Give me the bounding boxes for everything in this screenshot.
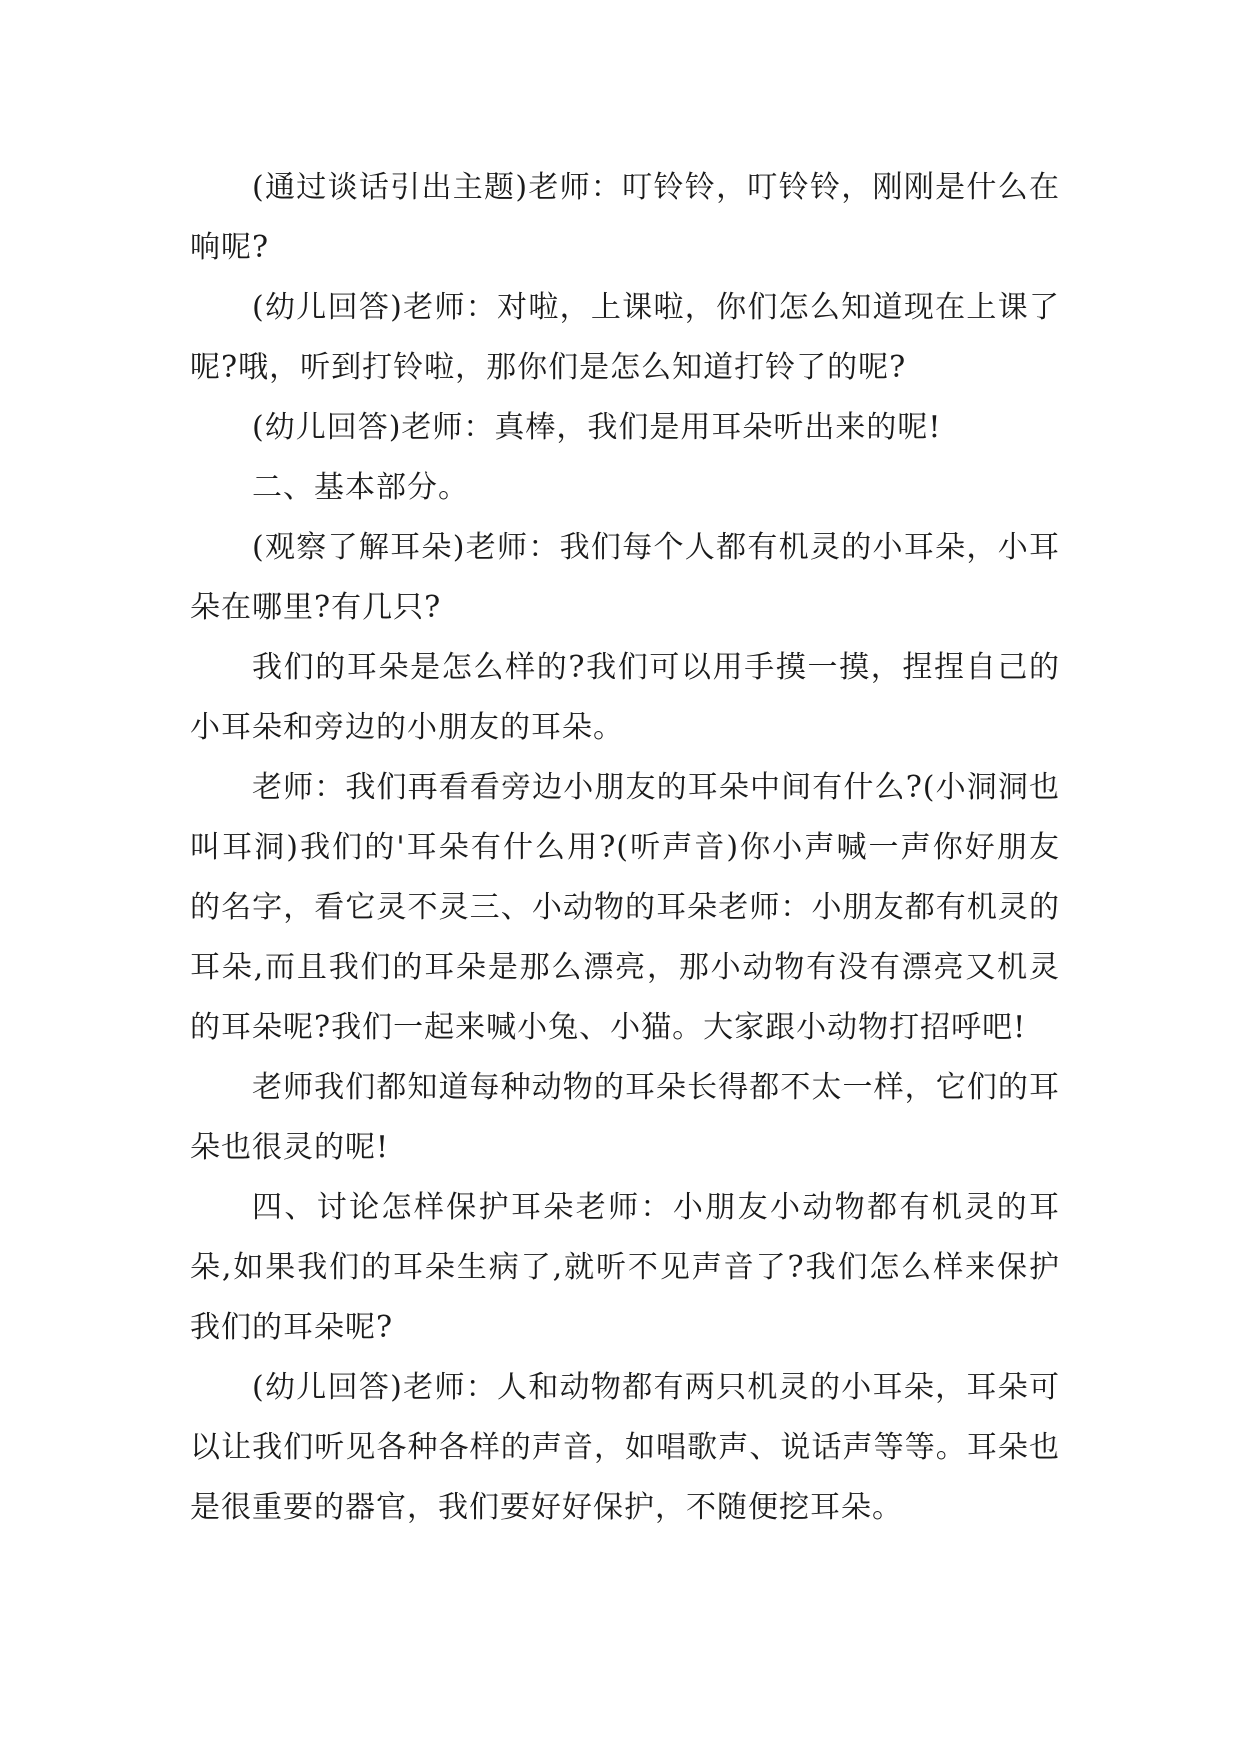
paragraph-3: (幼儿回答)老师：真棒，我们是用耳朵听出来的呢!	[252, 410, 942, 445]
paragraph-8: 老师我们都知道每种动物的耳朵长得都不太一样，它们的耳朵也很灵的呢!	[190, 1070, 1060, 1165]
paragraph-9: 四、讨论怎样保护耳朵老师：小朋友小动物都有机灵的耳朵,如果我们的耳朵生病了,就听不见声音了?我们怎么样来保护我们的耳朵呢?	[190, 1190, 1060, 1345]
paragraph-1: (通过谈话引出主题)老师：叮铃铃，叮铃铃，刚刚是什么在响呢?	[190, 170, 1060, 265]
paragraph-10: (幼儿回答)老师：人和动物都有两只机灵的小耳朵，耳朵可以让我们听见各种各样的声音，如唱歌声、说话声等等。耳朵也是很重要的器官，我们要好好保护，不随便挖耳朵。	[190, 1370, 1060, 1525]
section-heading-basic: 二、基本部分。	[252, 470, 469, 505]
paragraph-6: 我们的耳朵是怎么样的?我们可以用手摸一摸，捏捏自己的小耳朵和旁边的小朋友的耳朵。	[190, 650, 1060, 745]
paragraph-5: (观察了解耳朵)老师：我们每个人都有机灵的小耳朵，小耳朵在哪里?有几只?	[190, 530, 1060, 625]
paragraph-2: (幼儿回答)老师：对啦，上课啦，你们怎么知道现在上课了呢?哦，听到打铃啦，那你们是怎么知道打铃了的呢?	[190, 290, 1060, 385]
document-body	[190, 158, 1060, 1538]
paragraph-7: 老师：我们再看看旁边小朋友的耳朵中间有什么?(小洞洞也叫耳洞)我们的'耳朵有什么用?(听声音)你小声喊一声你好朋友的名字，看它灵不灵三、小动物的耳朵老师：小朋友都有机灵的耳朵,而且我们的耳朵是那么漂亮，那小动物有没有漂亮又机灵的耳朵呢?我们一起来喊小兔、小猫。大家跟小动物打招呼吧!	[190, 770, 1060, 1045]
